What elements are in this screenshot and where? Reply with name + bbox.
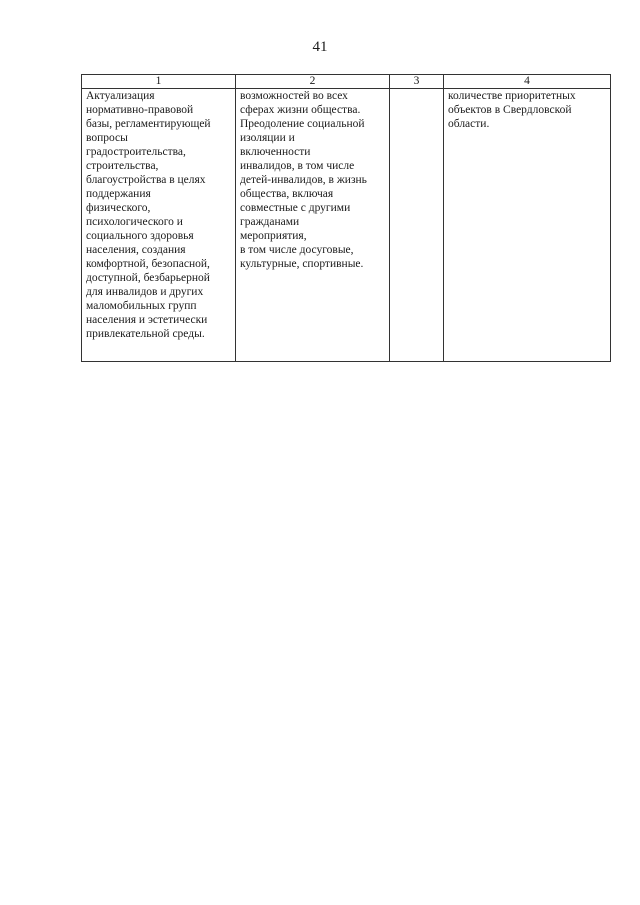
table-cell-col1 (82, 89, 236, 362)
table-cell-col2 (236, 89, 390, 362)
table-cell-col3 (390, 89, 444, 362)
content-table (81, 74, 611, 362)
table-row (82, 89, 611, 362)
table-cell-col4 (444, 89, 611, 362)
cell-text: количестве приоритетных объектов в Свердловской области. (448, 90, 576, 130)
column-header-2: 2 (236, 75, 390, 89)
cell-text: возможностей во всех сферах жизни общества. Преодоление социальной изоляции и включенности инвалидов, в том числе детей-инвалидов, в жизнь общества, включая совместные с другими гражданами мероприятия, в том числе досуговые, культурные, спортивные. (240, 90, 367, 270)
column-header-3: 3 (390, 75, 444, 89)
page-number: 41 (312, 39, 328, 55)
column-header-1: 1 (82, 75, 236, 89)
cell-text: Актуализация нормативно-правовой базы, регламентирующей вопросы градостроительства, строительства, благоустройства в целях поддержания физического, психологического и социального здоровья населения, создания комфортной, безопасной, доступной, безбарьерной для инвалидов и других маломобильных групп населения и эстетически привлекательной среды. (86, 90, 211, 340)
table-header-row (82, 75, 611, 89)
column-header-4: 4 (444, 75, 611, 89)
